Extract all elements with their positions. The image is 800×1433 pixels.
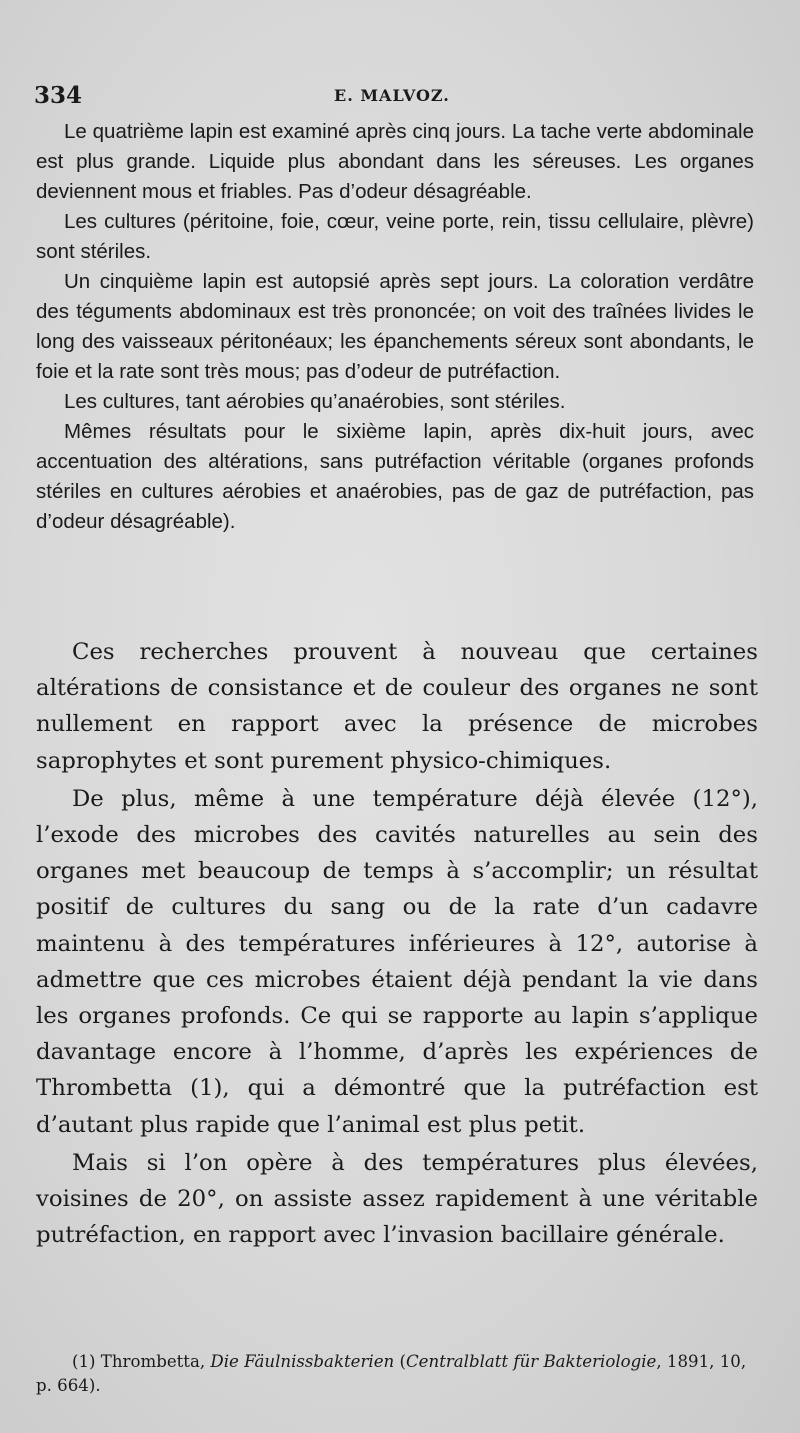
- main-text-section: [36, 634, 758, 1253]
- paragraph: Ces recherches prouvent à nouveau que certaines altérations de consistance et de couleur des organes ne sont nullement en rapport avec la présence de microbes saprophytes et sont purement physico-chimiques.: [36, 639, 758, 774]
- page-header: [34, 82, 750, 112]
- footnote-text: [36, 1350, 760, 1398]
- running-head: E. MALVOZ.: [334, 86, 450, 105]
- footnote: [36, 1350, 760, 1398]
- footnote-journal: Centralblatt für Bakteriologie: [405, 1352, 657, 1371]
- footnote-prefix: (1) Thrombetta,: [72, 1352, 211, 1371]
- footnote-suffix: , 1891, 10, p. 664).: [36, 1352, 747, 1395]
- small-print-section: [36, 117, 754, 537]
- paragraph: Les cultures, tant aérobies qu’anaérobies, sont stériles.: [64, 390, 566, 413]
- paragraph: Les cultures (péritoine, foie, cœur, veine porte, rein, tissu cellulaire, plèvre) sont stériles.: [36, 210, 754, 263]
- paragraph: Le quatrième lapin est examiné après cinq jours. La tache verte abdominale est plus grande. Liquide plus abondant dans les séreuses. Les organes deviennent mous et friables. Pas d’odeur désagréable.: [36, 120, 754, 203]
- paragraph: Un cinquième lapin est autopsié après sept jours. La coloration verdâtre des téguments abdominaux est très prononcée; on voit des traînées livides le long des vaisseaux péritonéaux; les épanchements séreux sont abondants, le foie et la rate sont très mous; pas d’odeur de putréfaction.: [36, 270, 754, 383]
- footnote-title: Die Fäulnissbakterien: [210, 1352, 395, 1371]
- page-number: 334: [34, 82, 83, 109]
- paragraph: Mêmes résultats pour le sixième lapin, après dix-huit jours, avec accentuation des altérations, sans putréfaction véritable (organes profonds stériles en cultures aérobies et anaérobies, pas de gaz de putréfaction, pas d’odeur désagréable).: [36, 420, 754, 533]
- footnote-journal-open: (: [394, 1352, 406, 1371]
- paragraph: Mais si l’on opère à des températures plus élevées, voisines de 20°, on assiste assez rapidement à une véritable putréfaction, en rapport avec l’invasion bacillaire générale.: [36, 1149, 758, 1249]
- paragraph: De plus, même à une température déjà élevée (12°), l’exode des microbes des cavités naturelles au sein des organes met beaucoup de temps à s’accomplir; un résultat positif de cultures du sang ou de la rate d’un cadavre maintenu à des températures inférieures à 12°, autorise à admettre que ces microbes étaient déjà pendant la vie dans les organes profonds. Ce qui se rapporte au lapin s’applique davantage encore à l’homme, d’après les expériences de Thrombetta (1), qui a démontré que la putréfaction est d’autant plus rapide que l’animal est plus petit.: [36, 785, 758, 1138]
